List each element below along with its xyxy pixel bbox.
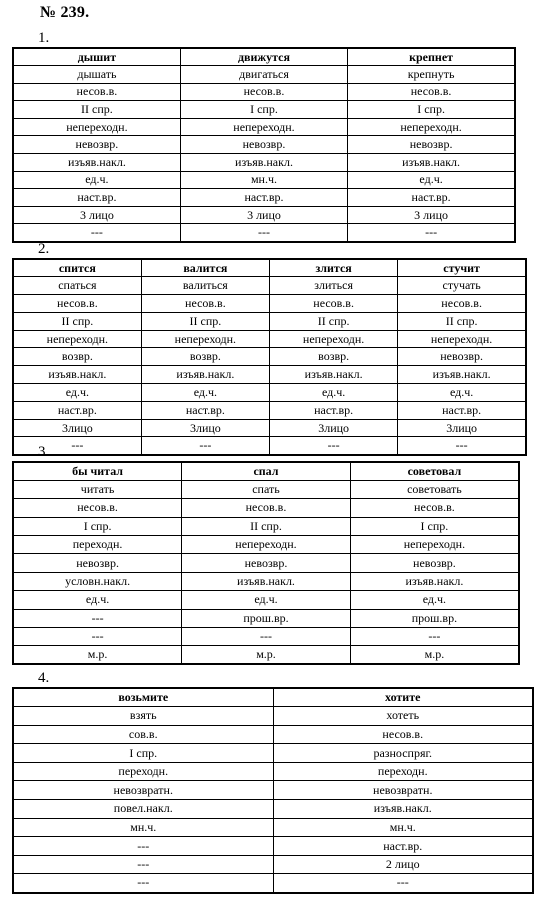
table-row — [13, 818, 533, 837]
column-header: дышит — [13, 48, 180, 66]
table-cell: 3лицо — [398, 419, 526, 437]
table-row — [13, 330, 526, 348]
table-cell: невозвр. — [398, 348, 526, 366]
table-header-row — [13, 688, 533, 707]
table-cell: прош.вр. — [350, 609, 519, 627]
table-row — [13, 800, 533, 819]
table-row — [13, 517, 519, 535]
table-cell: несов.в. — [182, 499, 351, 517]
table-header-row — [13, 48, 515, 66]
column-header: советовал — [350, 462, 519, 480]
table-cell: 3лицо — [13, 419, 141, 437]
table-cell: ед.ч. — [13, 384, 141, 402]
table-cell: --- — [13, 628, 182, 646]
table-cell: --- — [13, 437, 141, 455]
table-row — [13, 762, 533, 781]
table-cell: невозвр. — [348, 136, 515, 154]
table-cell: --- — [273, 874, 533, 893]
table-row — [13, 189, 515, 207]
table-cell: непереходн. — [13, 118, 180, 136]
table-cell: 3 лицо — [13, 206, 180, 224]
table-cell: I спр. — [348, 101, 515, 119]
table-row — [13, 855, 533, 874]
column-header: валится — [141, 259, 269, 277]
table-row — [13, 591, 519, 609]
table-cell: 3 лицо — [180, 206, 347, 224]
table-cell: наст.вр. — [270, 401, 398, 419]
table-cell: непереходн. — [182, 536, 351, 554]
table-cell: переходн. — [273, 762, 533, 781]
table-row — [13, 154, 515, 172]
table-row — [13, 725, 533, 744]
table-cell: наст.вр. — [141, 401, 269, 419]
table-row — [13, 874, 533, 893]
table-row — [13, 646, 519, 664]
table-cell: наст.вр. — [398, 401, 526, 419]
table-cell: прош.вр. — [182, 609, 351, 627]
table-cell: изъяв.накл. — [350, 572, 519, 590]
table-cell: изъяв.накл. — [348, 154, 515, 172]
table-cell: --- — [350, 628, 519, 646]
table-cell: I спр. — [13, 744, 273, 763]
table-section-3 — [12, 461, 520, 665]
table-cell: возвр. — [270, 348, 398, 366]
section-1-label: 1. — [38, 30, 50, 46]
table-cell: советовать — [350, 480, 519, 498]
table-cell: 2 лицо — [273, 855, 533, 874]
table-cell: --- — [270, 437, 398, 455]
table-cell: изъяв.накл. — [182, 572, 351, 590]
column-header: возьмите — [13, 688, 273, 707]
section-4-label: 4. — [38, 670, 50, 686]
table-cell: спаться — [13, 277, 141, 295]
table-cell: изъяв.накл. — [13, 366, 141, 384]
table-cell: невозвратн. — [13, 781, 273, 800]
table-cell: ед.ч. — [13, 171, 180, 189]
table-cell: --- — [180, 224, 347, 242]
table-cell: II спр. — [13, 101, 180, 119]
table-row — [13, 744, 533, 763]
table-row — [13, 312, 526, 330]
table-row — [13, 277, 526, 295]
table-cell: II спр. — [13, 312, 141, 330]
table-row — [13, 366, 526, 384]
table-row — [13, 419, 526, 437]
table-row — [13, 101, 515, 119]
column-header: крепнет — [348, 48, 515, 66]
table-cell: непереходн. — [270, 330, 398, 348]
table-row — [13, 781, 533, 800]
table-cell: ед.ч. — [13, 591, 182, 609]
table-cell: возвр. — [141, 348, 269, 366]
table-cell: мн.ч. — [13, 818, 273, 837]
table-cell: крепнуть — [348, 66, 515, 84]
table-row — [13, 171, 515, 189]
table-row — [13, 66, 515, 84]
table-cell: мн.ч. — [180, 171, 347, 189]
table-cell: мн.ч. — [273, 818, 533, 837]
table-row — [13, 707, 533, 726]
column-header: спал — [182, 462, 351, 480]
table-cell: хотеть — [273, 707, 533, 726]
table-cell: несов.в. — [180, 83, 347, 101]
column-header: злится — [270, 259, 398, 277]
section-3-label: 3. — [38, 444, 50, 460]
table-section-4 — [12, 687, 534, 894]
table-row — [13, 499, 519, 517]
table-row — [13, 437, 526, 455]
table-cell: 3лицо — [270, 419, 398, 437]
table-cell: наст.вр. — [348, 189, 515, 207]
column-header: движутся — [180, 48, 347, 66]
table-cell: непереходн. — [398, 330, 526, 348]
table-row — [13, 837, 533, 856]
table-cell: 3 лицо — [348, 206, 515, 224]
table-cell: несов.в. — [13, 83, 180, 101]
table-cell: изъяв.накл. — [273, 800, 533, 819]
table-cell: стучать — [398, 277, 526, 295]
table-cell: наст.вр. — [273, 837, 533, 856]
table-row — [13, 206, 515, 224]
table-row — [13, 628, 519, 646]
table-cell: ед.ч. — [141, 384, 269, 402]
table-cell: несов.в. — [273, 725, 533, 744]
table-cell: м.р. — [350, 646, 519, 664]
table-cell: возвр. — [13, 348, 141, 366]
table-cell: изъяв.накл. — [13, 154, 180, 172]
table-cell: несов.в. — [398, 295, 526, 313]
table-cell: м.р. — [182, 646, 351, 664]
table-row — [13, 609, 519, 627]
table-cell: повел.накл. — [13, 800, 273, 819]
table-cell: злиться — [270, 277, 398, 295]
table-cell: сов.в. — [13, 725, 273, 744]
table-cell: несов.в. — [348, 83, 515, 101]
table-row — [13, 83, 515, 101]
table-cell: --- — [182, 628, 351, 646]
table-cell: ед.ч. — [182, 591, 351, 609]
section-2-label: 2. — [38, 241, 50, 257]
table-cell: 3лицо — [141, 419, 269, 437]
table-cell: взять — [13, 707, 273, 726]
table-cell: читать — [13, 480, 182, 498]
table-cell: непереходн. — [141, 330, 269, 348]
table-row — [13, 554, 519, 572]
table-row — [13, 224, 515, 242]
table-cell: м.р. — [13, 646, 182, 664]
column-header: стучит — [398, 259, 526, 277]
table-cell: --- — [398, 437, 526, 455]
table-cell: наст.вр. — [13, 189, 180, 207]
table-cell: --- — [141, 437, 269, 455]
table-cell: --- — [13, 224, 180, 242]
table-cell: --- — [13, 855, 273, 874]
table-section-2 — [12, 258, 527, 456]
table-cell: переходн. — [13, 762, 273, 781]
table-cell: изъяв.накл. — [398, 366, 526, 384]
table-cell: изъяв.накл. — [141, 366, 269, 384]
table-cell: несов.в. — [13, 499, 182, 517]
table-cell: --- — [348, 224, 515, 242]
table-cell: наст.вр. — [180, 189, 347, 207]
table-cell: --- — [13, 837, 273, 856]
table-cell: I спр. — [350, 517, 519, 535]
table-cell: разноспряг. — [273, 744, 533, 763]
table-row — [13, 118, 515, 136]
table-cell: ед.ч. — [350, 591, 519, 609]
table-cell: несов.в. — [13, 295, 141, 313]
table-cell: наст.вр. — [13, 401, 141, 419]
table-cell: валиться — [141, 277, 269, 295]
table-cell: условн.накл. — [13, 572, 182, 590]
table-cell: II спр. — [398, 312, 526, 330]
table-cell: несов.в. — [141, 295, 269, 313]
table-cell: невозвр. — [13, 554, 182, 572]
table-cell: невозвр. — [13, 136, 180, 154]
table-cell: невозвр. — [180, 136, 347, 154]
table-cell: несов.в. — [350, 499, 519, 517]
page-title: № 239. — [40, 4, 90, 21]
table-cell: II спр. — [141, 312, 269, 330]
table-row — [13, 295, 526, 313]
table-cell: невозвр. — [350, 554, 519, 572]
table-cell: несов.в. — [270, 295, 398, 313]
table-cell: I спр. — [180, 101, 347, 119]
table-cell: непереходн. — [13, 330, 141, 348]
table-cell: непереходн. — [350, 536, 519, 554]
table-header-row — [13, 259, 526, 277]
table-cell: II спр. — [270, 312, 398, 330]
table-cell: непереходн. — [348, 118, 515, 136]
table-cell: невозвратн. — [273, 781, 533, 800]
table-cell: I спр. — [13, 517, 182, 535]
table-cell: невозвр. — [182, 554, 351, 572]
table-cell: ед.ч. — [270, 384, 398, 402]
table-row — [13, 348, 526, 366]
table-cell: ед.ч. — [348, 171, 515, 189]
column-header: бы читал — [13, 462, 182, 480]
table-cell: двигаться — [180, 66, 347, 84]
table-row — [13, 536, 519, 554]
table-cell: --- — [13, 874, 273, 893]
table-cell: II спр. — [182, 517, 351, 535]
table-cell: переходн. — [13, 536, 182, 554]
column-header: хотите — [273, 688, 533, 707]
table-row — [13, 136, 515, 154]
table-row — [13, 384, 526, 402]
table-row — [13, 480, 519, 498]
table-row — [13, 401, 526, 419]
table-cell: непереходн. — [180, 118, 347, 136]
table-cell: спать — [182, 480, 351, 498]
table-cell: ед.ч. — [398, 384, 526, 402]
table-cell: изъяв.накл. — [270, 366, 398, 384]
table-section-1 — [12, 47, 516, 243]
table-row — [13, 572, 519, 590]
table-cell: изъяв.накл. — [180, 154, 347, 172]
column-header: спится — [13, 259, 141, 277]
table-cell: --- — [13, 609, 182, 627]
table-cell: дышать — [13, 66, 180, 84]
table-header-row — [13, 462, 519, 480]
